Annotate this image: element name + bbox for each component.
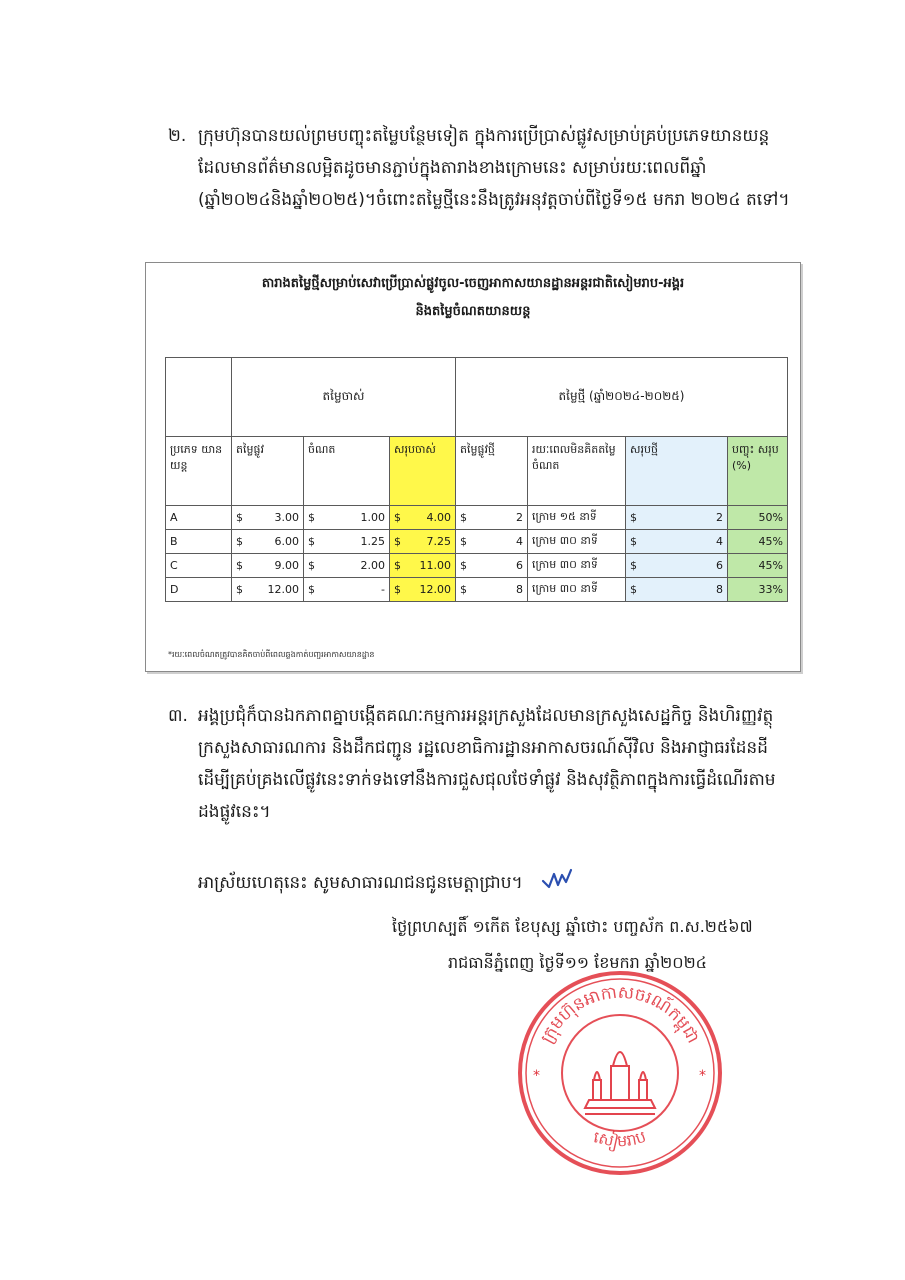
paragraph-number: ២. (168, 126, 187, 146)
currency-sign: $ (460, 511, 467, 524)
table-title: តារាងតម្លៃថ្មីសម្រាប់សេវាប្រើប្រាស់ផ្លូវចូល-ចេញអាកាសយានដ្ឋានអន្តរជាតិសៀមរាប-អង្គរ (261, 276, 685, 291)
header-parking: ចំណត (304, 437, 390, 506)
currency-sign: $ (630, 559, 637, 572)
currency-sign: $ (236, 511, 243, 524)
cell-duration: ក្រោម ៣០ នាទី (528, 578, 626, 602)
cell-total-new: 6 (716, 559, 723, 572)
svg-text:*: * (533, 1068, 540, 1084)
table-group-header-row (166, 358, 788, 437)
currency-sign: $ (308, 535, 315, 548)
date-lunar: ថ្ងៃព្រហស្បតិ៍ ១កើត ខែបុស្ស ឆ្នាំថោះ បញ្ចស័ក ព.ស.២៥៦៧ (392, 917, 753, 936)
cell-new-road-fee: 2 (516, 511, 523, 524)
currency-sign: $ (460, 583, 467, 596)
closing-statement: អាស្រ័យហេតុនេះ សូមសាធារណជនជូនមេត្តាជ្រាប។ (198, 873, 523, 893)
cell-type: D (166, 578, 232, 602)
cell-total-old: 12.00 (419, 583, 451, 596)
paragraph-line: ក្រុមហ៊ុនបានយល់ព្រមបញ្ចុះតម្លៃបន្ថែមទៀត ក្នុងការប្រើប្រាស់ផ្លូវសម្រាប់គ្រប់ប្រភេទយានយន្ត (198, 126, 770, 146)
cell-discount: 33% (728, 578, 788, 602)
table-row (166, 578, 788, 602)
paragraph-line: ដងផ្លូវនេះ។ (198, 802, 271, 822)
pricing-table-box (145, 262, 801, 672)
cell-duration: ក្រោម ១៥ នាទី (528, 506, 626, 530)
table-footnote: *រយៈពេលចំណតត្រូវបានគិតចាប់ពីពេលឆ្លងកាត់បញ្ជរអាកាសយានដ្ឋាន (168, 650, 375, 659)
cell-type: B (166, 530, 232, 554)
cell-total-new: 2 (716, 511, 723, 524)
cell-total-old: 11.00 (419, 559, 451, 572)
group-old-price: តម្លៃចាស់ (232, 358, 456, 437)
paragraph-line: ដែលមានព័ត៌មានលម្អិតដូចមានភ្ជាប់ក្នុងតារាងខាងក្រោមនេះ សម្រាប់រយៈពេលពីឆ្នាំ (198, 158, 707, 178)
date-solar: រាជធានីភ្នំពេញ ថ្ងៃទី១១ ខែមករា ឆ្នាំ២០២៤ (448, 953, 708, 972)
signature-initials (540, 866, 574, 892)
header-vehicle-type: ប្រភេទ យានយន្ត (166, 437, 232, 506)
stamp-lower-text: សៀមរាប (591, 1126, 649, 1152)
header-road-fee: តម្លៃផ្លូវ (232, 437, 304, 506)
table-row (166, 506, 788, 530)
table-header-row (166, 437, 788, 506)
table-row (166, 530, 788, 554)
pricing-table (165, 357, 788, 602)
cell-new-road-fee: 8 (516, 583, 523, 596)
svg-text:*: * (699, 1068, 706, 1084)
table-subtitle: និងតម្លៃចំណតយានយន្ត (415, 304, 531, 319)
cell-road-fee: 9.00 (274, 559, 299, 572)
cell-parking: 1.25 (360, 535, 385, 548)
cell-parking: - (381, 583, 385, 596)
currency-sign: $ (236, 559, 243, 572)
group-new-price: តម្លៃថ្មី (ឆ្នាំ២០២៤-២០២៥) (456, 358, 788, 437)
currency-sign: $ (460, 535, 467, 548)
cell-new-road-fee: 6 (516, 559, 523, 572)
currency-sign: $ (308, 511, 315, 524)
currency-sign: $ (630, 535, 637, 548)
paragraph-line: ដើម្បីគ្រប់គ្រងលើផ្លូវនេះទាក់ទងទៅនឹងការជួសជុលថែទាំផ្លូវ និងសុវត្ថិភាពក្នុងការធ្វើដំណើរតាម (198, 770, 776, 790)
stamp-ring-text: ក្រុមហ៊ុនអាកាសចរណ៍កម្ពុជា (537, 982, 703, 1047)
cell-discount: 50% (728, 506, 788, 530)
cell-total-new: 4 (716, 535, 723, 548)
currency-sign: $ (630, 583, 637, 596)
header-new-road-fee: តម្លៃផ្លូវថ្មី (456, 437, 528, 506)
official-stamp (515, 968, 725, 1178)
currency-sign: $ (394, 583, 401, 596)
cell-road-fee: 3.00 (274, 511, 299, 524)
cell-total-new: 8 (716, 583, 723, 596)
paragraph-line: ក្រសួងសាធារណការ និងដឹកជញ្ជូន រដ្ឋលេខាធិការដ្ឋានអាកាសចរណ៍ស៊ីវិល និងអាជ្ញាធរដែនដី (198, 738, 768, 758)
cell-new-road-fee: 4 (516, 535, 523, 548)
cell-type: C (166, 554, 232, 578)
cell-total-old: 7.25 (426, 535, 451, 548)
paragraph-line: (ឆ្នាំ២០២៤និងឆ្នាំ២០២៥)។ចំពោះតម្លៃថ្មីនេះនឹងត្រូវអនុវត្តចាប់ពីថ្ងៃទី១៥ មករា ២០២៤ តទៅ។ (198, 190, 790, 210)
cell-road-fee: 12.00 (267, 583, 299, 596)
cell-total-old: 4.00 (426, 511, 451, 524)
currency-sign: $ (460, 559, 467, 572)
currency-sign: $ (394, 511, 401, 524)
table-row (166, 554, 788, 578)
currency-sign: $ (308, 559, 315, 572)
header-discount: បញ្ចុះ សរុប (%) (728, 437, 788, 506)
cell-discount: 45% (728, 530, 788, 554)
currency-sign: $ (394, 535, 401, 548)
cell-discount: 45% (728, 554, 788, 578)
currency-sign: $ (236, 583, 243, 596)
paragraph-line: អង្គប្រជុំក៏បានឯកភាពគ្នាបង្កើតគណៈកម្មការអន្តរក្រសួងដែលមានក្រសួងសេដ្ឋកិច្ច និងហិរញ្ញវត្ថុ (198, 706, 774, 726)
cell-type: A (166, 506, 232, 530)
currency-sign: $ (308, 583, 315, 596)
cell-duration: ក្រោម ៣០ នាទី (528, 554, 626, 578)
paragraph-2 (168, 120, 808, 216)
paragraph-number: ៣. (168, 706, 188, 726)
header-free-duration: រយៈពេលមិនគិតតម្លៃចំណត (528, 437, 626, 506)
currency-sign: $ (630, 511, 637, 524)
header-total-old: សរុបចាស់ (390, 437, 456, 506)
cell-road-fee: 6.00 (274, 535, 299, 548)
currency-sign: $ (394, 559, 401, 572)
paragraph-3 (168, 700, 808, 828)
cell-duration: ក្រោម ៣០ នាទី (528, 530, 626, 554)
cell-parking: 1.00 (360, 511, 385, 524)
cell-parking: 2.00 (360, 559, 385, 572)
currency-sign: $ (236, 535, 243, 548)
header-total-new: សរុបថ្មី (626, 437, 728, 506)
